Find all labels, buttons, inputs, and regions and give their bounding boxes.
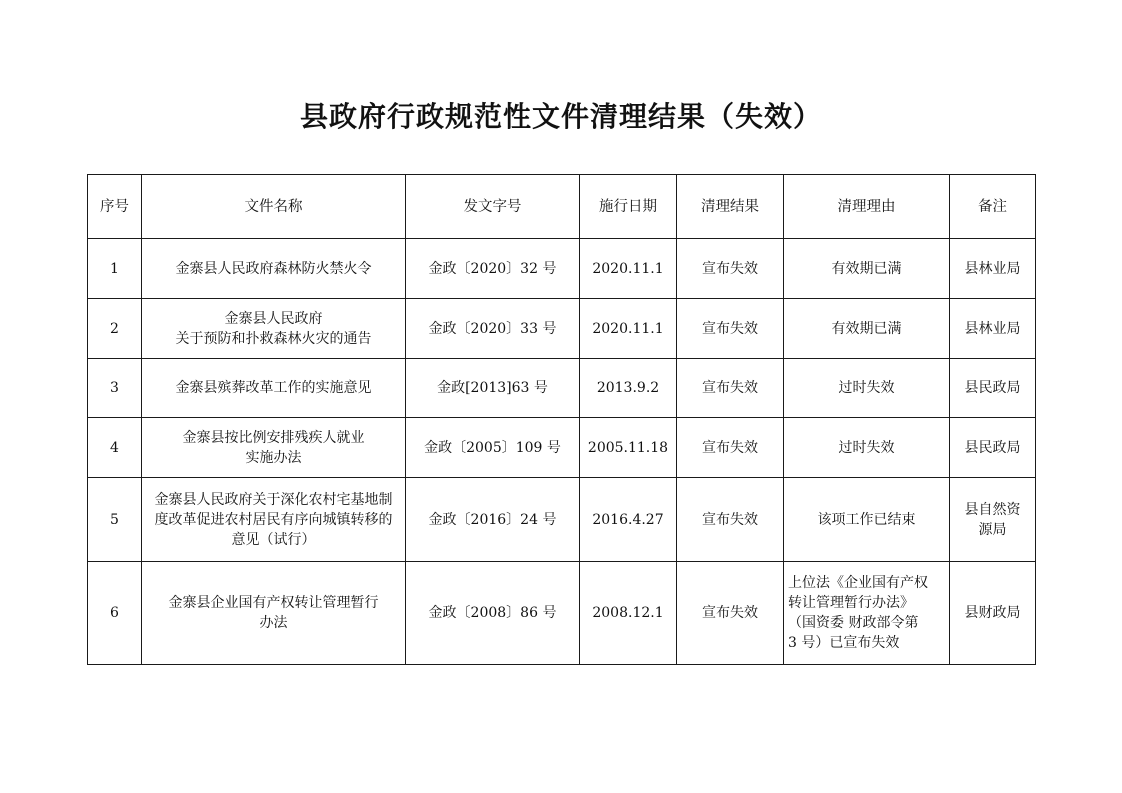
header-remarks: 备注 (950, 175, 1036, 239)
table-row (88, 239, 1036, 299)
row-effective-date: 2005.11.18 (580, 418, 677, 478)
row-serial-number: 1 (88, 239, 142, 299)
row-remarks: 县林业局 (950, 299, 1036, 359)
cleanup-results-table (87, 174, 1036, 665)
row-serial-number: 3 (88, 359, 142, 418)
header-effective-date: 施行日期 (580, 175, 677, 239)
table-row (88, 478, 1036, 562)
row-cleanup-result: 宣布失效 (677, 562, 784, 665)
row-serial-number: 6 (88, 562, 142, 665)
row-effective-date: 2016.4.27 (580, 478, 677, 562)
row-file-name: 金寨县人民政府森林防火禁火令 (142, 239, 406, 299)
row-cleanup-reason: 过时失效 (784, 418, 950, 478)
row-cleanup-reason: 有效期已满 (784, 239, 950, 299)
row-cleanup-reason: 上位法《企业国有产权 转让管理暂行办法》 （国资委 财政部令第 3 号）已宣布失效 (784, 562, 950, 665)
row-document-number: 金政〔2020〕33 号 (406, 299, 580, 359)
row-effective-date: 2020.11.1 (580, 299, 677, 359)
table-header-row (88, 175, 1036, 239)
table-row (88, 418, 1036, 478)
row-serial-number: 4 (88, 418, 142, 478)
row-file-name: 金寨县人民政府关于深化农村宅基地制 度改革促进农村居民有序向城镇转移的 意见（试行） (142, 478, 406, 562)
row-cleanup-result: 宣布失效 (677, 359, 784, 418)
row-document-number: 金政〔2005〕109 号 (406, 418, 580, 478)
header-cleanup-result: 清理结果 (677, 175, 784, 239)
row-serial-number: 5 (88, 478, 142, 562)
row-remarks: 县林业局 (950, 239, 1036, 299)
page-title: 县政府行政规范性文件清理结果（失效） (299, 100, 822, 133)
table-row (88, 359, 1036, 418)
row-cleanup-result: 宣布失效 (677, 418, 784, 478)
table-row (88, 299, 1036, 359)
row-effective-date: 2020.11.1 (580, 239, 677, 299)
row-remarks: 县财政局 (950, 562, 1036, 665)
header-serial-number: 序号 (88, 175, 142, 239)
row-cleanup-result: 宣布失效 (677, 239, 784, 299)
row-serial-number: 2 (88, 299, 142, 359)
row-document-number: 金政〔2008〕86 号 (406, 562, 580, 665)
row-cleanup-reason: 过时失效 (784, 359, 950, 418)
row-file-name: 金寨县企业国有产权转让管理暂行 办法 (142, 562, 406, 665)
row-file-name: 金寨县按比例安排残疾人就业 实施办法 (142, 418, 406, 478)
header-file-name: 文件名称 (142, 175, 406, 239)
row-cleanup-result: 宣布失效 (677, 299, 784, 359)
table-row (88, 562, 1036, 665)
header-document-number: 发文字号 (406, 175, 580, 239)
header-cleanup-reason: 清理理由 (784, 175, 950, 239)
row-document-number: 金政〔2016〕24 号 (406, 478, 580, 562)
row-effective-date: 2008.12.1 (580, 562, 677, 665)
row-file-name: 金寨县人民政府 关于预防和扑救森林火灾的通告 (142, 299, 406, 359)
row-remarks: 县民政局 (950, 418, 1036, 478)
row-remarks: 县自然资 源局 (950, 478, 1036, 562)
row-effective-date: 2013.9.2 (580, 359, 677, 418)
row-cleanup-reason: 有效期已满 (784, 299, 950, 359)
row-document-number: 金政〔2020〕32 号 (406, 239, 580, 299)
row-cleanup-result: 宣布失效 (677, 478, 784, 562)
row-file-name: 金寨县殡葬改革工作的实施意见 (142, 359, 406, 418)
row-document-number: 金政[2013]63 号 (406, 359, 580, 418)
row-remarks: 县民政局 (950, 359, 1036, 418)
row-cleanup-reason: 该项工作已结束 (784, 478, 950, 562)
